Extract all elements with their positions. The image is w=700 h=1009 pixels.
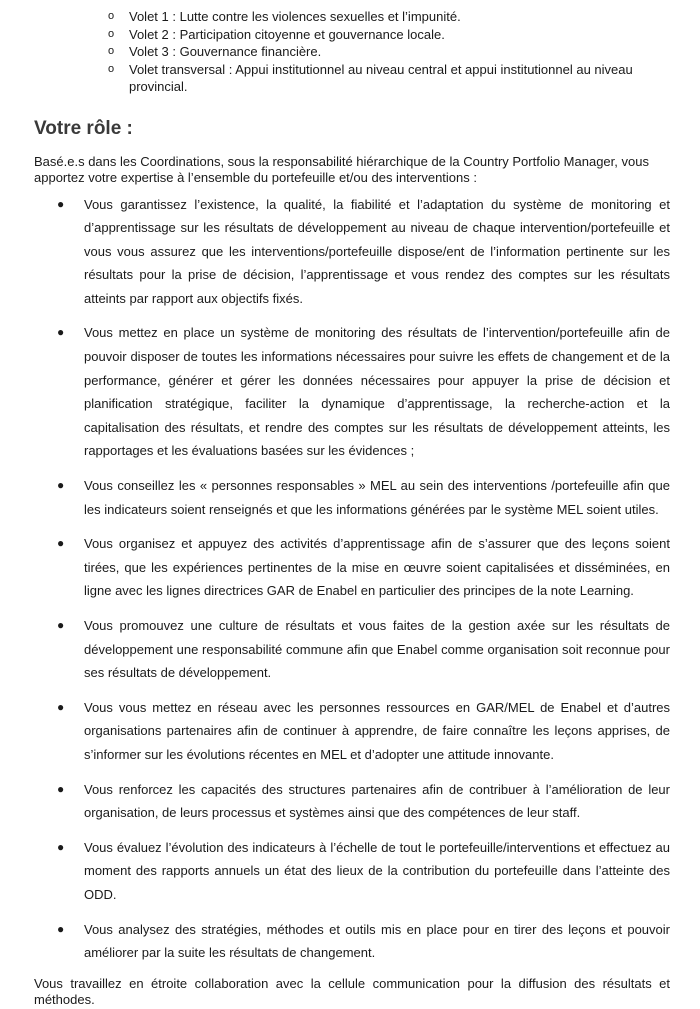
circle-bullet-icon: o xyxy=(108,10,115,22)
bullet-icon: ● xyxy=(57,781,65,796)
section-heading: Votre rôle : xyxy=(34,117,133,139)
responsibility-item: ● Vous mettez en place un système de monitoring des résultats de l’intervention/portefeuille afin de pouvoir disposer de toutes les informations nécessaires pour suivre les effets de changement et de la performance, générer et gérer les données nécessaires pour appuyer la prise de décision et planification stratégique, faciliter la dynamique d’apprentissage, la recherche-action et la capitalisation des résultats, et rendre des comptes sur les résultats de développement atteints, les rapportages et les évaluations basées sur les évidences ; xyxy=(84,321,670,463)
responsibility-item: ● Vous garantissez l’existence, la qualité, la fiabilité et l’adaptation du système de monitoring et d’apprentissage sur les résultats de développement au niveau de chaque intervention/portefeuille et vous vous assurez que les interventions/portefeuille dispose/ent de l’information pertinente sur les résultats pour la prise de décision, l’apprentissage et vous rendez des comptes sur les résultats atteints par rapport aux objectifs fixés. xyxy=(84,193,670,311)
responsibility-item: ● Vous évaluez l’évolution des indicateurs à l’échelle de tout le portefeuille/interventions et effectuez au moment des rapports annuels un état des lieux de la contribution du portefeuille dans l’atteinte des ODD. xyxy=(84,836,670,907)
bullet-icon: ● xyxy=(57,618,65,632)
volet-item: o Volet 1 : Lutte contre les violences sexuelles et l’impunité. xyxy=(108,9,461,24)
bullet-icon: ● xyxy=(57,921,65,936)
bullet-icon: ● xyxy=(57,478,65,493)
bullet-icon: ● xyxy=(57,325,65,340)
bullet-icon: ● xyxy=(57,196,65,211)
responsibilities-list xyxy=(34,193,670,965)
bullet-icon: ● xyxy=(57,699,65,714)
responsibility-item: ● Vous renforcez les capacités des structures partenaires afin de contribuer à l’amélioration de leur organisation, de leurs processus et systèmes ainsi que des compétences de leur staff. xyxy=(84,778,670,825)
closing-paragraph: Vous travaillez en étroite collaboration avec la cellule communication pour la diffusion des résultats et méthodes. xyxy=(34,975,670,1008)
intro-paragraph: Basé.e.s dans les Coordinations, sous la responsabilité hiérarchique de la Country Portfolio Manager, vous apportez votre expertise à l’ensemble du portefeuille et/ou des interventions : xyxy=(34,153,649,185)
bullet-icon: ● xyxy=(57,536,65,551)
circle-bullet-icon: o xyxy=(108,45,115,57)
responsibility-item: ● Vous conseillez les « personnes responsables » MEL au sein des interventions /portefeuille afin que les indicateurs soient renseignés et que les informations générées par le système MEL soient utiles. xyxy=(84,474,670,521)
circle-bullet-icon: o xyxy=(108,62,115,75)
circle-bullet-icon: o xyxy=(108,27,115,40)
responsibility-item: ● Vous vous mettez en réseau avec les personnes ressources en GAR/MEL de Enabel et d’autres organisations partenaires afin de continuer à apprendre, de faire connaître les leçons apprises, de s’informer sur les évolutions récentes en MEL et d’adopter une attitude innovante. xyxy=(84,696,670,767)
volet-item: o Volet 2 : Participation citoyenne et gouvernance locale. xyxy=(108,26,445,42)
volet-item: o Volet 3 : Gouvernance financière. xyxy=(108,44,322,59)
volet-item: o Volet transversal : Appui institutionnel au niveau central et appui institutionnel au niveau provincial. xyxy=(108,61,633,94)
responsibility-item: ● Vous analysez des stratégies, méthodes et outils mis en place pour en tirer des leçons et pouvoir améliorer par la suite les résultats de changement. xyxy=(84,918,670,965)
volet-list xyxy=(34,0,670,96)
responsibility-item: ● Vous organisez et appuyez des activités d’apprentissage afin de s’assurer que des leçons soient tirées, que les expériences pertinentes de la mise en œuvre soient capitalisées et disséminées, en ligne avec les lignes directrices GAR de Enabel en particulier des principes de la note Learning. xyxy=(84,532,670,603)
responsibility-item: ● Vous promouvez une culture de résultats et vous faites de la gestion axée sur les résultats de développement une responsabilité commune afin que Enabel comme organisation soit reconnue pour ses résultats de développement. xyxy=(84,614,670,685)
bullet-icon: ● xyxy=(57,839,65,854)
